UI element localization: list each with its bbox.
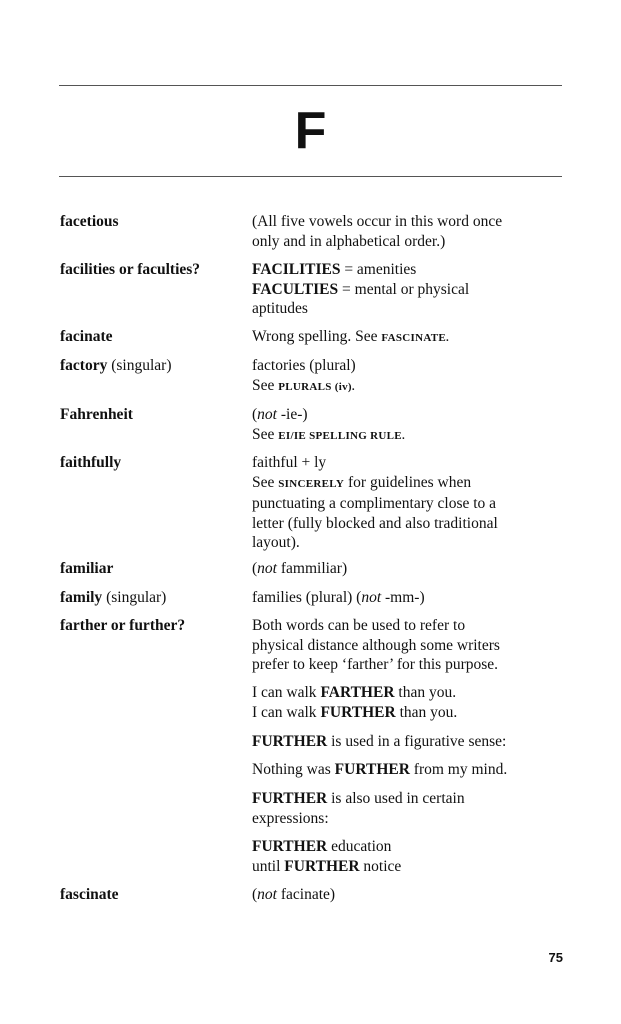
definition-faithfully: faithful + ly See SINCERELY for guidelines when punctuating a complimentary close to a letter (fully blocked and also traditional layout). xyxy=(252,454,498,551)
headword-factory: factory (singular) xyxy=(60,357,172,374)
headword-facetious: facetious xyxy=(60,213,119,230)
example-farther: I can walk FARTHER than you. I can walk FURTHER than you. xyxy=(252,684,458,721)
cross-reference: FASCINATE. xyxy=(381,332,450,344)
headword-facilities: facilities or faculties? xyxy=(60,261,201,278)
definition-family: families (plural) (not -mm-) xyxy=(252,589,425,606)
definition-facinate: Wrong spelling. See FASCINATE. xyxy=(252,328,450,345)
cross-reference: SINCERELY xyxy=(278,477,345,490)
definition-facetious: (All five vowels occur in this word once only and in alphabetical order.) xyxy=(252,213,503,250)
note-expressions: FURTHER is also used in certain expressions: xyxy=(252,790,465,827)
headword-farther-or-further: farther or further? xyxy=(60,617,186,634)
definition-fahrenheit: (not -ie-) See EI/IE SPELLING RULE. xyxy=(252,406,405,443)
headword-family: family (singular) xyxy=(60,589,167,606)
definition-factory: factories (plural) See PLURALS (iv). xyxy=(252,357,356,394)
definition-facilities: FACILITIES = amenities FACULTIES = mental or physical aptitudes xyxy=(252,261,470,317)
cross-reference: PLURALS (iv). xyxy=(278,380,355,393)
headword-fascinate: fascinate xyxy=(60,886,119,903)
top-rule xyxy=(59,85,562,86)
definition-familiar: (not fammiliar) xyxy=(252,560,348,577)
headword-familiar: familiar xyxy=(60,560,114,577)
section-letter: F xyxy=(294,102,327,160)
definition-fascinate: (not facinate) xyxy=(252,886,336,903)
cross-reference: EI/IE SPELLING RULE. xyxy=(278,429,405,442)
headword-fahrenheit: Fahrenheit xyxy=(60,406,133,423)
note-figurative: FURTHER is used in a figurative sense: xyxy=(252,733,507,750)
definition-farther-or-further: Both words can be used to refer to physical distance although some writers prefer to keep ‘farther’ for this purpose. xyxy=(252,617,500,673)
headword-faithfully: faithfully xyxy=(60,454,122,471)
bottom-rule xyxy=(59,176,562,177)
headword-facinate: facinate xyxy=(60,328,113,345)
example-figurative: Nothing was FURTHER from my mind. xyxy=(252,761,508,778)
example-expressions: FURTHER education until FURTHER notice xyxy=(252,838,402,875)
page-number: 75 xyxy=(548,950,563,965)
